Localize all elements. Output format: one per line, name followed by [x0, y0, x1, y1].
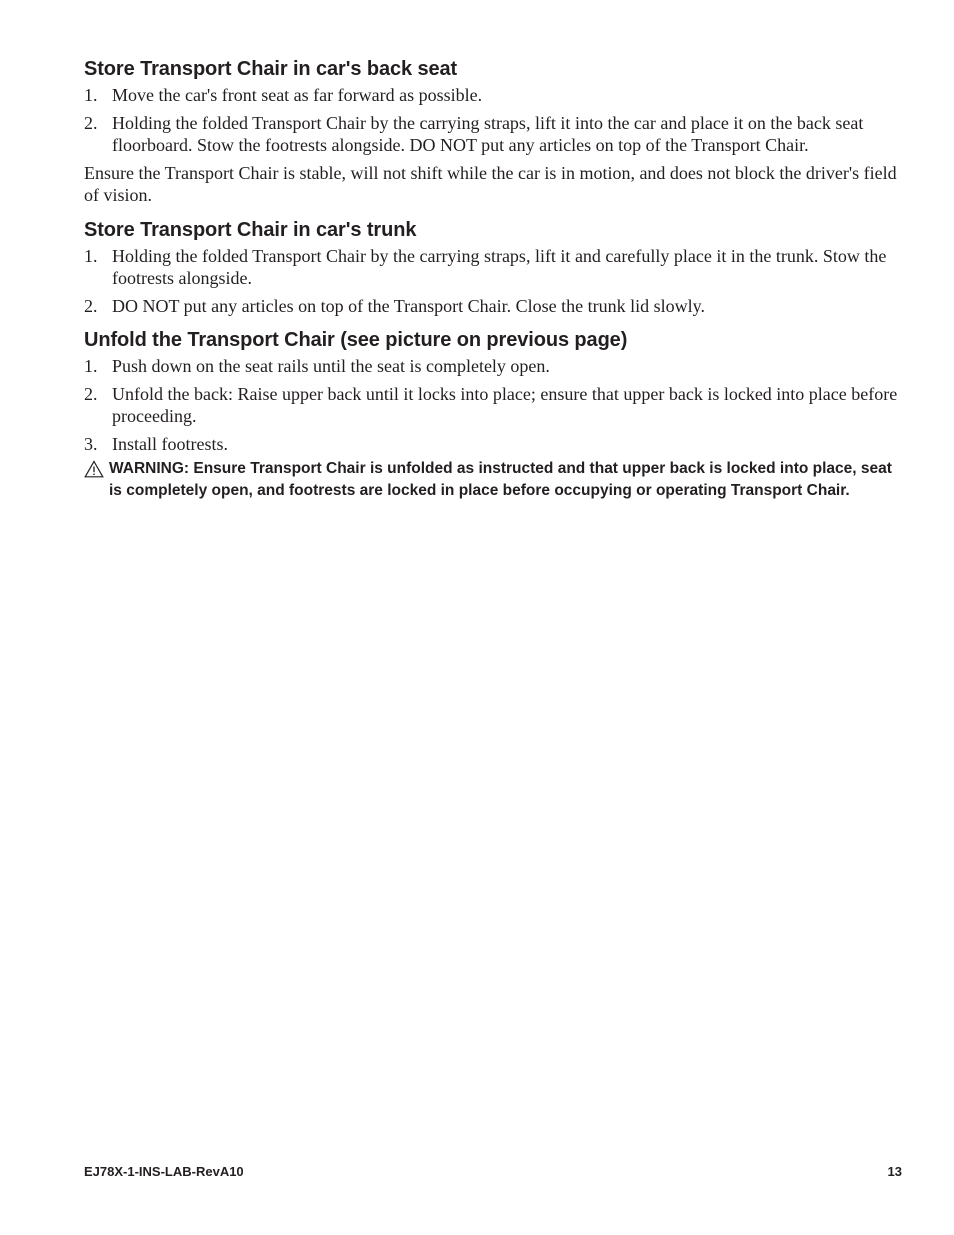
list-item — [84, 84, 904, 107]
step-number: 1. — [84, 245, 98, 266]
step-number: 2. — [84, 112, 98, 133]
step-text: Install footrests. — [112, 433, 228, 454]
body-paragraph: Ensure the Transport Chair is stable, will not shift while the car is in motion, and does not block the driver's field of vision. — [84, 162, 897, 205]
step-number: 2. — [84, 295, 98, 316]
step-text: Holding the folded Transport Chair by the carrying straps, lift it and carefully place it in the trunk. Stow the footrests alongside. — [112, 245, 887, 288]
section-heading: Store Transport Chair in car's back seat — [84, 58, 458, 80]
list-item — [84, 355, 904, 378]
section-unfold — [84, 327, 904, 501]
list-item — [84, 433, 904, 456]
step-text: DO NOT put any articles on top of the Transport Chair. Close the trunk lid slowly. — [112, 295, 705, 316]
step-text: Push down on the seat rails until the seat is completely open. — [112, 356, 550, 376]
step-number: 1. — [84, 85, 98, 105]
warning-text: WARNING: Ensure Transport Chair is unfolded as instructed and that upper back is locked into place, seat is completely open, and footrests are locked in place before occupying or operating Transport Chair. — [109, 460, 892, 499]
list-item — [84, 295, 904, 318]
step-text: Move the car's front seat as far forward as possible. — [112, 85, 483, 105]
warning-triangle-icon — [84, 460, 104, 478]
page-footer — [84, 1164, 902, 1179]
list-item — [84, 245, 904, 290]
step-number: 3. — [84, 433, 98, 454]
page-content — [84, 56, 904, 511]
section-back-seat — [84, 56, 904, 207]
list-item — [84, 383, 904, 428]
step-text: Unfold the back: Raise upper back until it locks into place; ensure that upper back is locked into place before proceeding. — [112, 383, 898, 426]
page-number: 13 — [887, 1164, 902, 1179]
section-trunk — [84, 217, 904, 318]
warning-notice — [84, 458, 904, 501]
section-heading: Unfold the Transport Chair (see picture on previous page) — [84, 329, 628, 351]
list-item — [84, 112, 904, 157]
step-list — [84, 245, 904, 318]
step-text: Holding the folded Transport Chair by the carrying straps, lift it into the car and place it on the back seat floorboard. Stow the footrests alongside. DO NOT put any articles on top of the Transport Chair. — [112, 112, 864, 155]
step-number: 1. — [84, 356, 98, 376]
step-list — [84, 355, 904, 455]
step-list — [84, 84, 904, 157]
section-heading: Store Transport Chair in car's trunk — [84, 218, 417, 241]
step-number: 2. — [84, 383, 98, 404]
document-id: EJ78X-1-INS-LAB-RevA10 — [84, 1164, 244, 1179]
